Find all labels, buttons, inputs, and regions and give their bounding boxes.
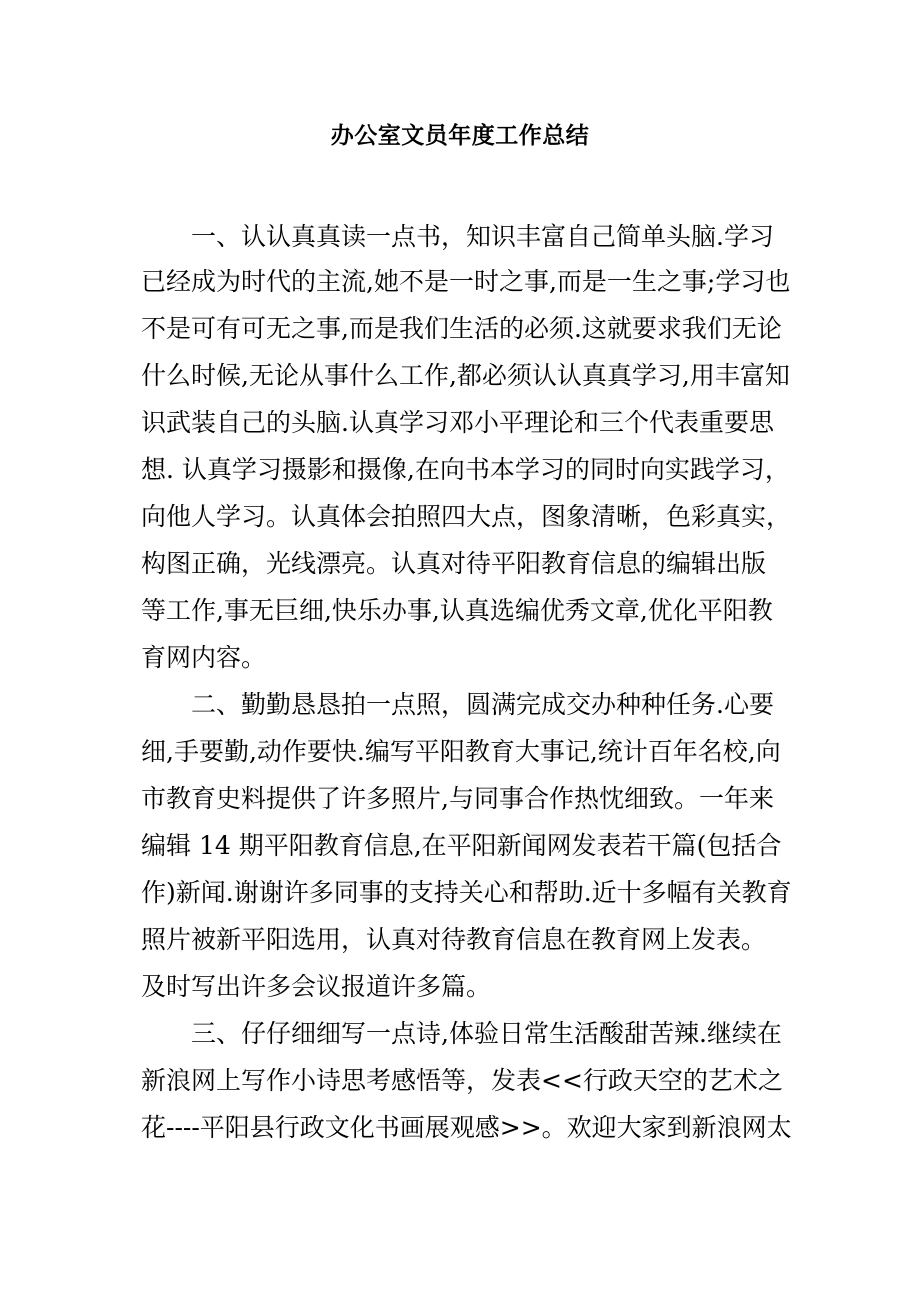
paragraph-1-line: 不是可有可无之事,而是我们生活的必须.这就要求我们无论	[141, 314, 782, 343]
paragraph-2-line: 编辑 14 期平阳教育信息,在平阳新闻网发表若干篇(包括合	[141, 831, 782, 860]
document-title: 办公室文员年度工作总结	[330, 122, 590, 149]
paragraph-1-line: 等工作,事无巨细,快乐办事,认真选编优秀文章,优化平阳教	[141, 596, 773, 625]
paragraph-1-line: 一、认认真真读一点书，知识丰富自己简单头脑.学习	[191, 222, 774, 251]
paragraph-3-line: 花----平阳县行政文化书画展观感>>。欢迎大家到新浪网太	[141, 1113, 792, 1142]
paragraph-2-line: 细,手要勤,动作要快.编写平阳教育大事记,统计百年名校,向	[141, 737, 781, 766]
paragraph-2-line: 作)新闻.谢谢许多同事的支持关心和帮助.近十多幅有关教育	[141, 878, 792, 907]
paragraph-1-line: 已经成为时代的主流,她不是一时之事,而是一生之事;学习也	[141, 267, 791, 296]
paragraph-2-line: 二、勤勤恳恳拍一点照，圆满完成交办种种任务.心要	[191, 690, 774, 719]
paragraph-3-line: 新浪网上写作小诗思考感悟等，发表<<行政天空的艺术之	[141, 1066, 783, 1095]
paragraph-2-line: 市教育史料提供了许多照片,与同事合作热忱细致。一年来	[141, 784, 774, 813]
paragraph-1-line: 向他人学习。认真体会拍照四大点，图象清晰，色彩真实，	[141, 502, 792, 531]
paragraph-1-line: 育网内容。	[141, 643, 267, 672]
paragraph-1-line: 想. 认真学习摄影和摄像,在向书本学习的同时向实践学习，	[141, 455, 790, 484]
paragraph-1-line: 什么时候,无论从事什么工作,都必须认认真真学习,用丰富知	[141, 361, 790, 390]
paragraph-1-line: 识武装自己的头脑.认真学习邓小平理论和三个代表重要思	[141, 408, 774, 437]
paragraph-3-line: 三、仔仔细细写一点诗,体验日常生活酸甜苦辣.继续在	[191, 1019, 782, 1048]
paragraph-2-line: 照片被新平阳选用，认真对待教育信息在教育网上发表。	[141, 925, 767, 954]
paragraph-2-line: 及时写出许多会议报道许多篇。	[141, 972, 492, 1001]
paragraph-1-line: 构图正确，光线漂亮。认真对待平阳教育信息的编辑出版	[141, 549, 767, 578]
